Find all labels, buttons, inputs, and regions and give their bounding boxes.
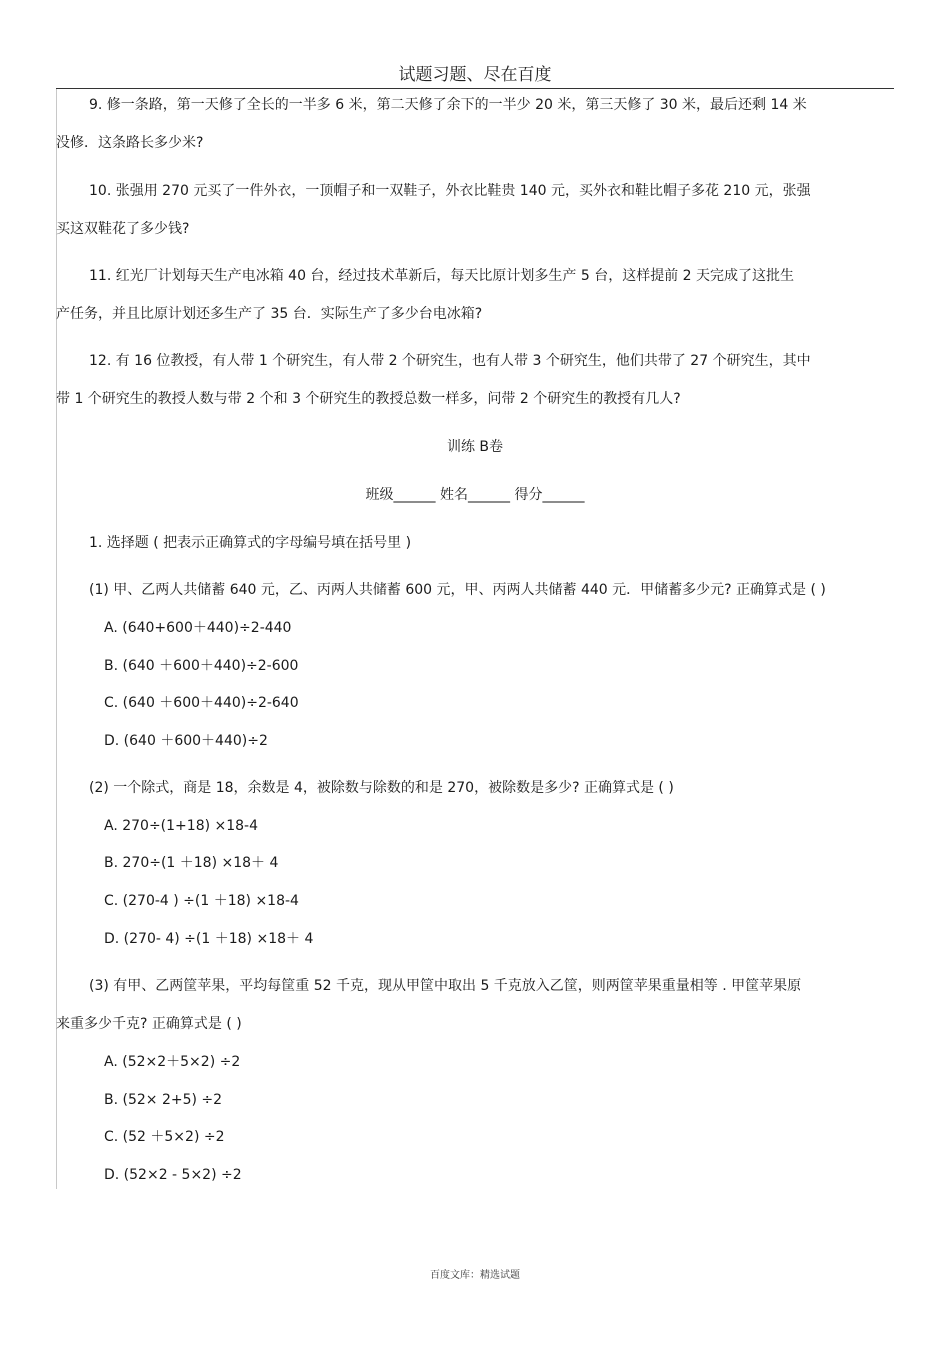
question-1-1-option-b: B. (640 ＋600＋440)÷2-600 [104, 658, 299, 674]
question-1-heading: 1. 选择题 ( 把表示正确算式的字母编号填在括号里 ) [89, 535, 412, 551]
problem-10-line2: 买这双鞋花了多少钱? [56, 221, 190, 237]
header-divider [56, 88, 894, 89]
question-1-3-option-c: C. (52 ＋5×2) ÷2 [104, 1129, 225, 1145]
section-title: 训练 B卷 [446, 439, 504, 455]
question-1-1-stem: (1) 甲、乙两人共储蓄 640 元，乙、丙两人共储蓄 600 元，甲、丙两人共储蓄 440 元．甲储蓄多少元? 正确算式是 ( ) [89, 582, 826, 598]
problem-11-line2: 产任务，并且比原计划还多生产了 35 台．实际生产了多少台电冰箱? [56, 306, 483, 322]
question-1-3-option-d: D. (52×2 - 5×2) ÷2 [104, 1167, 242, 1183]
question-1-2-option-d: D. (270- 4) ÷(1 ＋18) ×18＋ 4 [104, 931, 314, 947]
page-footer: 百度文库：精选试题 [430, 1270, 520, 1281]
student-info-line: 班级______ 姓名______ 得分______ [365, 487, 585, 503]
question-1-2-option-c: C. (270-4 ) ÷(1 ＋18) ×18-4 [104, 893, 299, 909]
question-1-3-stem-line1: (3) 有甲、乙两筐苹果，平均每筐重 52 千克，现从甲筐中取出 5 千克放入乙筐，则两筐苹果重量相等 . 甲筐苹果原 [89, 978, 802, 994]
question-1-3-option-a: A. (52×2＋5×2) ÷2 [104, 1054, 241, 1070]
problem-11-line1: 11. 红光厂计划每天生产电冰箱 40 台，经过技术革新后，每天比原计划多生产 5 台，这样提前 2 天完成了这批生 [89, 268, 795, 284]
problem-12-line1: 12. 有 16 位教授，有人带 1 个研究生，有人带 2 个研究生，也有人带 3 个研究生，他们共带了 27 个研究生，其中 [89, 353, 811, 369]
question-1-3-option-b: B. (52× 2+5) ÷2 [104, 1092, 223, 1108]
question-1-1-option-c: C. (640 ＋600＋440)÷2-640 [104, 695, 299, 711]
question-1-1-option-d: D. (640 ＋600＋440)÷2 [104, 733, 268, 749]
problem-10-line1: 10. 张强用 270 元买了一件外衣，一顶帽子和一双鞋子，外衣比鞋贵 140 元，买外衣和鞋比帽子多花 210 元，张强 [89, 183, 811, 199]
question-1-2-stem: (2) 一个除式，商是 18，余数是 4，被除数与除数的和是 270，被除数是多少? 正确算式是 ( ) [89, 780, 674, 796]
question-1-2-option-a: A. 270÷(1+18) ×18-4 [104, 818, 259, 834]
question-1-2-option-b: B. 270÷(1 ＋18) ×18＋ 4 [104, 855, 279, 871]
problem-12-line2: 带 1 个研究生的教授人数与带 2 个和 3 个研究生的教授总数一样多，问带 2 个研究生的教授有几人? [56, 391, 681, 407]
question-1-3-stem-line2: 来重多少千克? 正确算式是 ( ) [56, 1016, 242, 1032]
problem-9-line1: 9. 修一条路，第一天修了全长的一半多 6 米，第二天修了余下的一半少 20 米，第三天修了 30 米，最后还剩 14 米 [89, 97, 807, 113]
page-header-title: 试题习题、尽在百度 [398, 65, 552, 85]
question-1-1-option-a: A. (640+600＋440)÷2-440 [104, 620, 292, 636]
problem-9-line2: 没修．这条路长多少米? [56, 135, 204, 151]
